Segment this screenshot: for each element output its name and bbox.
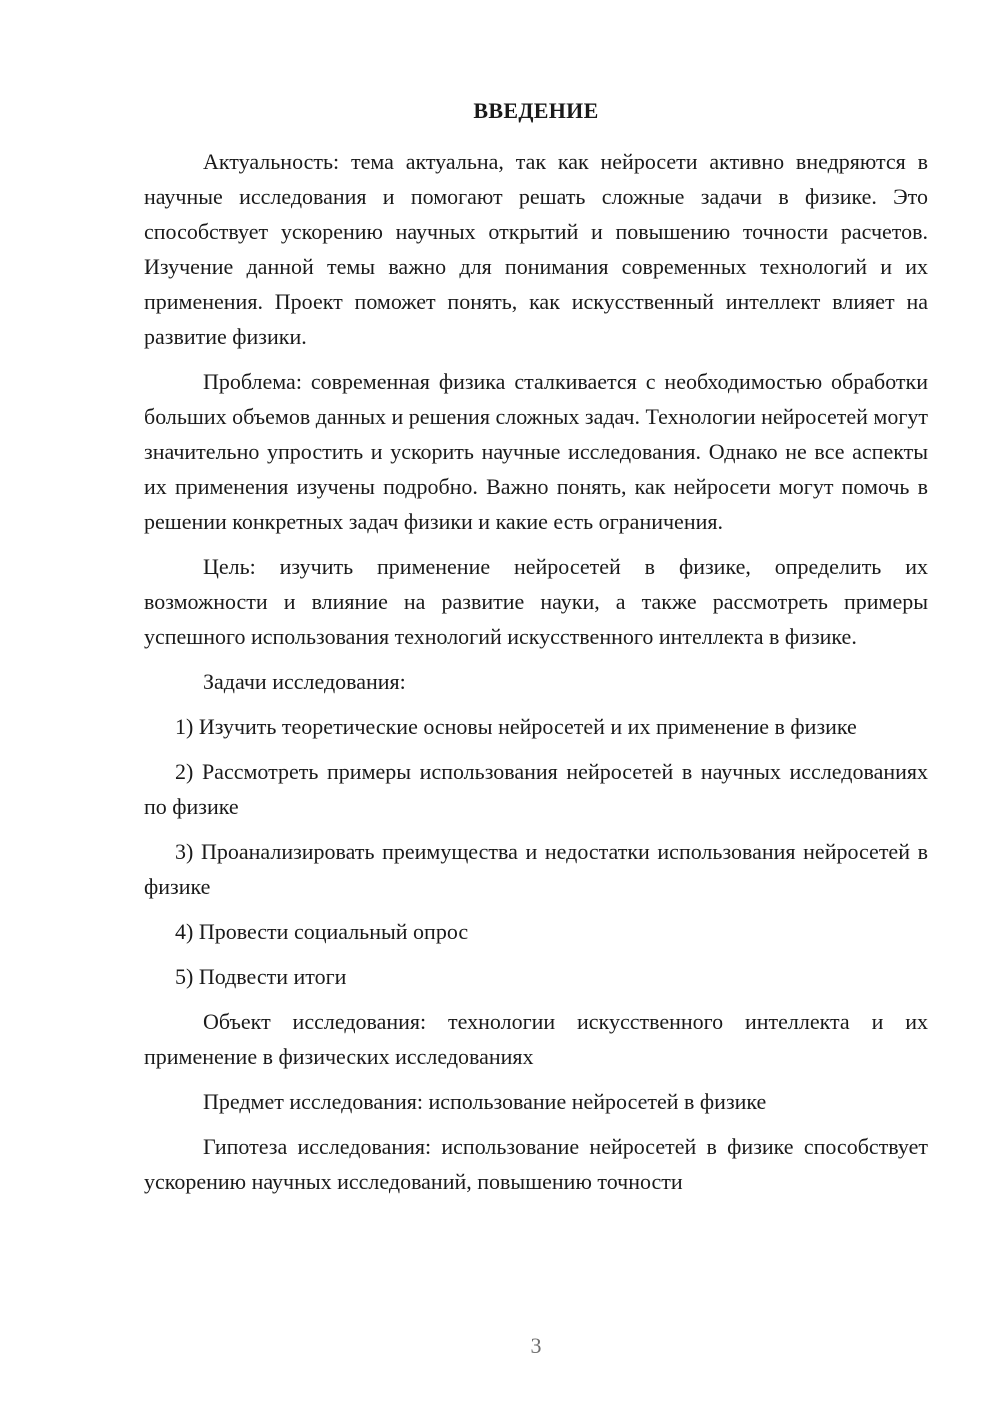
list-item: 2) Рассмотреть примеры использования нейросетей в научных исследованиях по физике bbox=[144, 759, 928, 819]
page-number: 3 bbox=[530, 1333, 542, 1358]
paragraph-subject: Предмет исследования: использование нейросетей в физике bbox=[203, 1089, 767, 1114]
list-item: 4) Провести социальный опрос bbox=[175, 919, 469, 944]
list-item: 1) Изучить теоретические основы нейросетей и их применение в физике bbox=[175, 714, 857, 739]
paragraph-hypothesis: Гипотеза исследования: использование нейросетей в физике способствует ускорению научных исследований, повышению точности bbox=[144, 1134, 928, 1194]
list-item: 5) Подвести итоги bbox=[175, 964, 347, 989]
page-content bbox=[144, 96, 928, 1199]
paragraph-goal: Цель: изучить применение нейросетей в физике, определить их возможности и влияние на развитие науки, а также рассмотреть примеры успешного использования технологий искусственного интеллекта в физике. bbox=[144, 554, 928, 649]
paragraph-problem: Проблема: современная физика сталкивается с необходимостью обработки больших объемов данных и решения сложных задач. Технологии нейросетей могут значительно упростить и ускорить научные исследования. Однако не все аспекты их применения изучены подробно. Важно понять, как нейросети могут помочь в решении конкретных задач физики и какие есть ограничения. bbox=[144, 369, 928, 534]
page-title: ВВЕДЕНИЕ bbox=[473, 98, 599, 123]
paragraph-relevance: Актуальность: тема актуальна, так как нейросети активно внедряются в научные исследования и помогают решать сложные задачи в физике. Это способствует ускорению научных открытий и повышению точности расчетов. Изучение данной темы важно для понимания современных технологий и их применения. Проект поможет понять, как искусственный интеллект влияет на развитие физики. bbox=[144, 149, 928, 349]
list-item: 3) Проанализировать преимущества и недостатки использования нейросетей в физике bbox=[144, 839, 928, 899]
paragraph-tasks-heading: Задачи исследования: bbox=[203, 669, 406, 694]
paragraph-object: Объект исследования: технологии искусственного интеллекта и их применение в физических исследованиях bbox=[144, 1009, 928, 1069]
